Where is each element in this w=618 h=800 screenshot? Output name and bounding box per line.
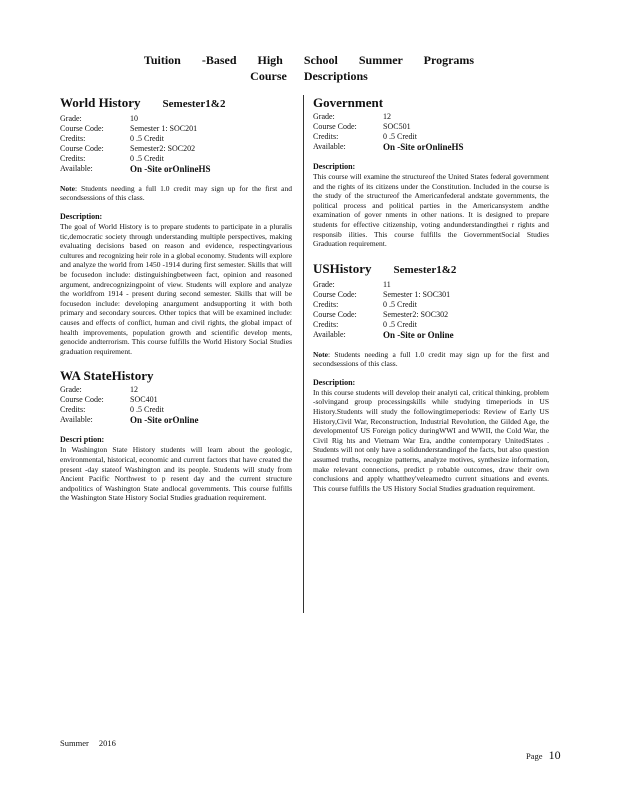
course-info-row xyxy=(60,415,292,425)
course-info-row xyxy=(313,300,549,310)
info-label: Course Code: xyxy=(60,144,104,153)
course-info-row xyxy=(60,405,292,415)
course-info-row xyxy=(60,385,292,395)
header-subtitle: Course Descriptions xyxy=(250,69,368,83)
info-label: Course Code: xyxy=(313,289,357,299)
info-label: Course Code: xyxy=(60,395,104,405)
info-value: On -Site orOnline xyxy=(130,415,199,426)
course-info-row xyxy=(60,114,292,124)
course-name: Government xyxy=(313,95,384,110)
info-value: SOC401 xyxy=(130,395,158,405)
info-label: Credits: xyxy=(60,134,86,143)
course-title xyxy=(313,261,549,278)
footer-date: Summer 2016 xyxy=(60,738,116,748)
course-note xyxy=(60,184,292,202)
course-name: WA StateHistory xyxy=(60,368,154,384)
info-label: Grade: xyxy=(313,279,335,289)
info-value: 0 .5 Credit xyxy=(383,299,417,309)
course-description: The goal of World History is to prepare students to participate in a pluralis tic,democratic society through understanding multiple perspectives, making evaluating decisions based on reason and evidence, respectingvarious cultures and recognizing heir role in a global economy. Students will explore and analyze the world from 1450 -1914 during first semester. Skills that will be focusedon include: distinguishingbetween fact, opinion and reasoned argument, andrecognizingpoint of view. Students will explore and analyze the worldfrom 1914 - present during second semester. Skills that will be focusedon include: developing anargument andsupporting it with both primary and secondary sources. Other topics that will be examined include: causes and effects of conflict, human and civil rights, the global impact of health improvements, population growth and scientific develop ments, genocide andterrorism. This course fulfills the World History Social Studies graduation requirement. xyxy=(60,222,292,356)
info-value: Semester2: SOC302 xyxy=(383,309,449,319)
course-section-government xyxy=(313,95,549,249)
info-label: Available: xyxy=(60,415,93,425)
course-info-row xyxy=(60,395,292,405)
info-label: Grade: xyxy=(313,112,335,121)
note-label: Note xyxy=(313,349,328,359)
footer-page xyxy=(526,748,561,763)
info-value: SOC501 xyxy=(383,122,411,131)
description-heading: Description: xyxy=(313,162,356,171)
course-note xyxy=(313,350,549,368)
left-column xyxy=(60,95,292,515)
course-section-wa-statehistory xyxy=(60,368,292,503)
note-text: : Students needing a full 1.0 credit may sign up for the first and secondsessions of this class. xyxy=(313,349,549,368)
course-title xyxy=(60,368,292,383)
course-name: USHistory xyxy=(313,260,372,276)
course-semester: Semester1&2 xyxy=(162,98,226,110)
course-info-row xyxy=(313,142,549,152)
info-value: 12 xyxy=(130,385,138,395)
info-value: On -Site or Online xyxy=(383,329,454,340)
info-label: Credits: xyxy=(60,405,86,415)
course-info-row xyxy=(313,310,549,320)
info-label: Available: xyxy=(60,164,93,173)
info-value: 11 xyxy=(383,279,391,289)
course-title xyxy=(60,95,292,112)
course-info-row xyxy=(60,134,292,144)
description-heading: Description: xyxy=(60,212,103,221)
info-label: Course Code: xyxy=(313,122,357,131)
right-column xyxy=(313,95,549,505)
info-label: Available: xyxy=(313,329,346,339)
course-info-row xyxy=(313,132,549,142)
course-info-row xyxy=(313,290,549,300)
page-header xyxy=(0,52,618,84)
course-title xyxy=(313,95,549,110)
header-title: Tuition -Based High School Summer Programs xyxy=(143,53,475,67)
info-value: Semester 1: SOC201 xyxy=(130,124,198,133)
course-info-row xyxy=(60,124,292,134)
course-description: In this course students will develop their analyti cal, critical thinking, problem -solvingand group processingskills while studying timeperiods in US History.Students will study the followingtimeperiods: Review of Early US History,Civil War, Reconstruction, Industrial Revolution, the Gilded Age, the developmentof US Foreign policy duringWWI and WWII, the Cold War, the Civil Rig hts and Vietnam War Era, andthe contemporary UnitedStates . Students will not only have a solidunderstandingof the facts, but also question assumed truths, recognize patterns, analyze motives, synthesize information, make relevant connections, predict p robable outcomes, draw their own conclusions and apply whatthey'velearnedto current situations and events. This course fulfills the US History Social Studies graduation requirement. xyxy=(313,387,549,493)
course-info-row xyxy=(60,164,292,174)
course-info-row xyxy=(313,112,549,122)
course-info-row xyxy=(60,154,292,164)
course-info-row xyxy=(60,144,292,154)
info-value: 0 .5 Credit xyxy=(130,134,164,143)
info-label: Available: xyxy=(313,142,346,151)
description-heading: Description: xyxy=(313,377,356,387)
course-info-row xyxy=(313,280,549,290)
course-section-ushistory xyxy=(313,261,549,494)
course-section-world-history xyxy=(60,95,292,356)
info-label: Credits: xyxy=(313,132,339,141)
note-label: Note xyxy=(60,184,75,193)
info-label: Course Code: xyxy=(313,309,357,319)
info-label: Grade: xyxy=(60,385,82,395)
info-label: Credits: xyxy=(313,299,339,309)
course-info-row xyxy=(313,320,549,330)
note-text: : Students needing a full 1.0 credit may sign up for the first and secondsessions of this class. xyxy=(60,184,292,202)
info-value: On -Site orOnlineHS xyxy=(383,142,464,152)
column-divider xyxy=(303,95,304,613)
info-value: 12 xyxy=(383,112,391,121)
info-label: Credits: xyxy=(60,154,86,163)
info-value: 0 .5 Credit xyxy=(383,319,417,329)
page-number: 10 xyxy=(548,748,561,762)
description-heading: Descri ption: xyxy=(60,435,105,445)
info-value: Semester2: SOC202 xyxy=(130,144,196,153)
info-value: 0 .5 Credit xyxy=(130,405,164,415)
info-label: Grade: xyxy=(60,114,82,123)
course-description: In Washington State History students will learn about the geologic, environmental, historical, economic and current factors that have created the present -day stateof Washington and its people. Students will study from Ancient Pacific Northwest to p resent day and the current structure andpolitics of Washington State andlocal governments. This course fulfills the Washington State History Social Studies graduation requirement. xyxy=(60,445,292,503)
course-info-row xyxy=(313,122,549,132)
course-name: World History xyxy=(60,95,141,110)
info-value: Semester 1: SOC301 xyxy=(383,289,451,299)
course-semester: Semester1&2 xyxy=(393,263,457,276)
page-label: Page xyxy=(526,751,543,761)
info-value: On -Site orOnlineHS xyxy=(130,164,211,174)
info-value: 0 .5 Credit xyxy=(130,154,164,163)
info-label: Credits: xyxy=(313,319,339,329)
info-label: Course Code: xyxy=(60,124,104,133)
info-value: 10 xyxy=(130,114,138,123)
course-description: This course will examine the structureof the United States federal government and the rights of its citizens under the Constitution. Included in the course is the study of the structureof the Americanfederal andstate governments, the political process and political parties in the Americansystem andthe examination of gover nments in other nations. It is designed to prepare students for effective citizenship, voting andunderstandingthei r rights and responsib ilities. This course fulfills the GovernmentSocial Studies Graduation requirement. xyxy=(313,172,549,249)
info-value: 0 .5 Credit xyxy=(383,132,417,141)
course-info-row xyxy=(313,330,549,340)
